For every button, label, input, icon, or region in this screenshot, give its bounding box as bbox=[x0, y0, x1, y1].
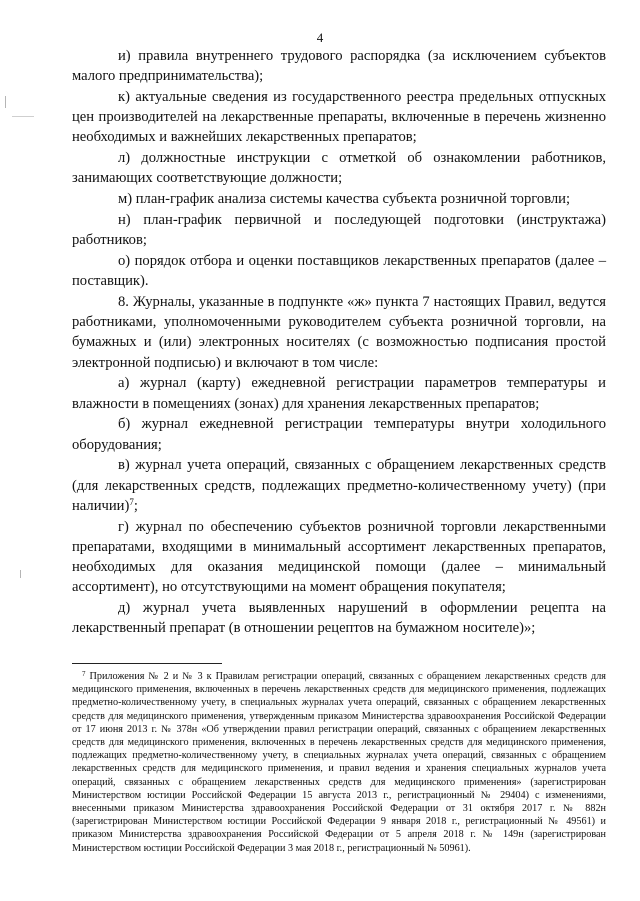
scan-margin-mark bbox=[20, 570, 21, 578]
paragraph-a: а) журнал (карту) ежедневной регистрации параметров температуры и влажности в помещениях (зонах) для хранения лекарственных препаратов; bbox=[72, 375, 606, 412]
paragraph-v-end: ; bbox=[133, 497, 138, 514]
paragraph-b: б) журнал ежедневной регистрации температуры внутри холодильного оборудования; bbox=[72, 416, 606, 453]
paragraph-o: о) порядок отбора и оценки поставщиков лекарственных препаратов (далее – поставщик). bbox=[72, 253, 606, 290]
paragraph-m: м) план-график анализа системы качества субъекта розничной торговли; bbox=[118, 191, 571, 208]
body-text bbox=[72, 46, 606, 638]
paragraph-v bbox=[72, 455, 606, 516]
paragraph-k: к) актуальные сведения из государственного реестра предельных отпускных цен производителей на лекарственные препараты, включенные в перечень жизненно необходимых и важнейших лекарственных препаратов; bbox=[72, 89, 606, 146]
footnote-reference: 7 bbox=[129, 496, 134, 507]
paragraph-i: и) правила внутреннего трудового распорядка (за исключением субъектов малого предпринимательства); bbox=[72, 48, 606, 85]
footnote-separator bbox=[72, 663, 222, 664]
scan-margin-dash bbox=[12, 116, 34, 117]
paragraph-8: 8. Журналы, указанные в подпункте «ж» пункта 7 настоящих Правил, ведутся работниками, уполномоченными руководителем субъекта розничной торговли, на бумажных и (или) электронных носителях (с возможностью подписания простой электронной подписью) и включают в том числе: bbox=[72, 294, 606, 371]
scan-margin-mark bbox=[5, 96, 6, 108]
footnote bbox=[72, 670, 606, 855]
page-number: 4 bbox=[316, 30, 324, 45]
paragraph-l: л) должностные инструкции с отметкой об ознакомлении работников, занимающих соответствующие должности; bbox=[72, 150, 606, 187]
footnote-text: Приложения № 2 и № 3 к Правилам регистрации операций, связанных с обращением лекарственных средств для медицинского применения, включенных в перечень лекарственных средств для медицинского применения, подлежащих предметно-количественному учету, в специальных журналах учета операций, связанных с обращением лекарственных средств для медицинского применения, утвержденным приказом Министерства здравоохранения Российской Федерации от 17 июня 2013 г. № 378н «Об утверждении правил регистрации операций, связанных с обращением лекарственных средств для медицинского применения, включенных в перечень лекарственных средств для медицинского применения, подлежащих предметно-количественному учету, в специальных журналах учета операций, связанных с обращением лекарственных средств для медицинского применения, и правил ведения и хранения специальных журналов учета операций, связанных с обращением лекарственных средств для медицинского применения» (зарегистрирован Министерством юстиции Российской Федерации 15 августа 2013 г., регистрационный № 29404) с изменениями, внесенными приказом Министерства здравоохранения Российской Федерации от 31 октября 2017 г. № 882н (зарегистрирован Министерством юстиции Российской Федерации 9 января 2018 г., регистрационный № 49561) и приказом Министерства здравоохранения Российской Федерации от 5 апреля 2018 г. № 149н (зарегистрирован Министерством юстиции Российской Федерации 3 мая 2018 г., регистрационный № 50961). bbox=[72, 671, 606, 854]
paragraph-v-text: в) журнал учета операций, связанных с обращением лекарственных средств (для лекарственных средств, подлежащих предметно-количественному учету) (при наличии) bbox=[72, 457, 606, 514]
paragraph-d: д) журнал учета выявленных нарушений в оформлении рецепта на лекарственный препарат (в отношении рецептов на бумажном носителе)»; bbox=[72, 600, 606, 637]
paragraph-n: н) план-график первичной и последующей подготовки (инструктажа) работников; bbox=[72, 212, 606, 249]
paragraph-g: г) журнал по обеспечению субъектов розничной торговли лекарственными препаратами, входящими в минимальный ассортимент лекарственных препаратов, необходимых для оказания медицинской помощи (далее – минимальный ассортимент), но отсутствующими на момент обращения покупателя; bbox=[72, 518, 606, 596]
footnote-number: 7 bbox=[82, 670, 86, 678]
